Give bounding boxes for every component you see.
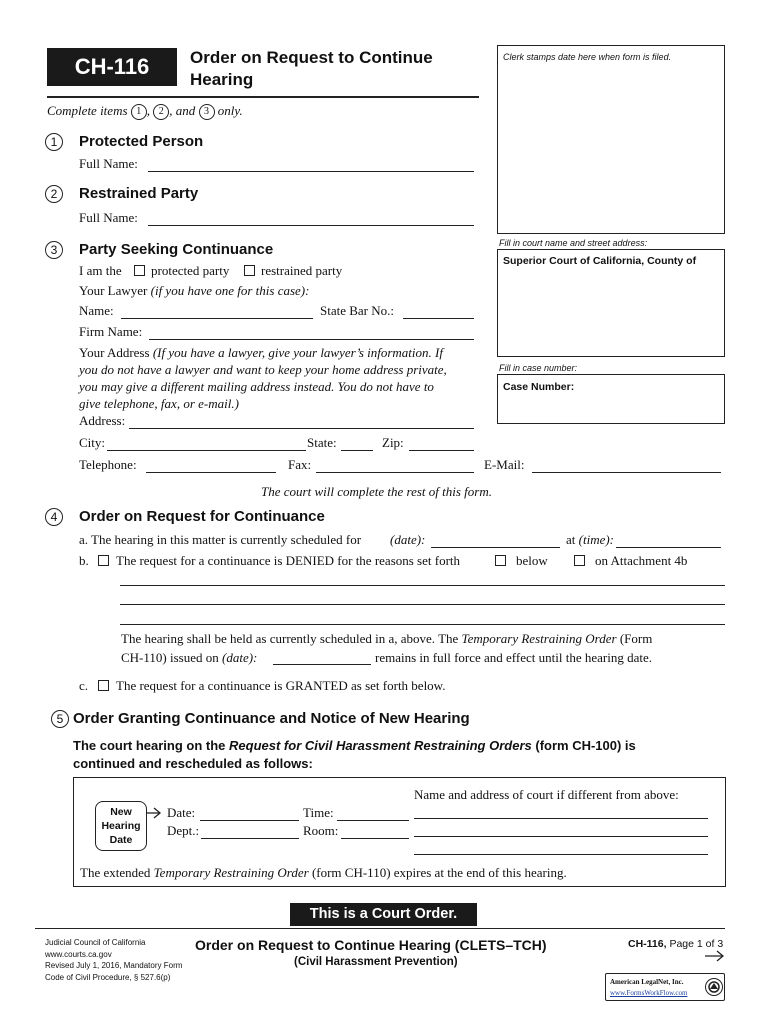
hearing-held-text-1: The hearing shall be held as currently scheduled in a, above. The Temporary Restraining Order (Form: [121, 631, 653, 646]
email-label: E-Mail:: [484, 457, 525, 472]
granted-checkbox[interactable]: [98, 680, 109, 691]
section-2-title: Restrained Party: [79, 185, 199, 202]
zip-field[interactable]: [409, 450, 474, 451]
new-time-label: Time:: [303, 805, 334, 820]
court-address-line-2[interactable]: [414, 836, 708, 837]
court-name-box[interactable]: Superior Court of California, County of: [497, 249, 725, 357]
section-1-number: 1: [45, 133, 63, 151]
protected-party-checkbox[interactable]: [134, 265, 145, 276]
fax-field[interactable]: [316, 472, 474, 473]
protected-party-label: protected party: [151, 263, 230, 278]
court-order-banner: This is a Court Order.: [290, 903, 477, 926]
court-address-line-1[interactable]: [414, 818, 708, 819]
court-box-caption: Fill in court name and street address:: [499, 238, 648, 248]
hearing-held-text-2b: remains in full force and effect until the hearing date.: [375, 650, 652, 665]
american-legalnet-box[interactable]: American LegalNet, Inc. www.FormsWorkFlow.com: [605, 973, 725, 1001]
telephone-field[interactable]: [146, 472, 276, 473]
instructions: Complete items 1 , 2 , and 3 only.: [47, 103, 243, 118]
attachment-4b-checkbox[interactable]: [574, 555, 585, 566]
footer-title: Order on Request to Continue Hearing (CLETS–TCH): [195, 937, 547, 953]
item-3-marker: 3: [199, 104, 215, 120]
court-address-line-3[interactable]: [414, 854, 708, 855]
tro-expires-text: The extended Temporary Restraining Order (form CH-110) expires at the end of this hearing.: [80, 865, 567, 880]
item-4b-text: The request for a continuance is DENIED for the reasons set forth: [116, 553, 461, 568]
footer-rule: [35, 928, 725, 929]
attachment-4b-label: on Attachment 4b: [595, 553, 688, 568]
court-completes-note: The court will complete the rest of this form.: [261, 484, 492, 499]
protected-name-label: Full Name:: [79, 156, 138, 171]
item-4a-time-field[interactable]: [616, 547, 721, 548]
item-4c-text: The request for a continuance is GRANTED as set forth below.: [116, 678, 446, 693]
reasons-below-label: below: [516, 553, 548, 568]
denial-reason-line-2[interactable]: [120, 604, 725, 605]
address-label: Address:: [79, 413, 126, 428]
i-am-the-label: I am the: [79, 263, 122, 278]
new-dept-field[interactable]: [201, 838, 299, 839]
state-bar-label: State Bar No.:: [320, 303, 395, 318]
lawyer-label: Your Lawyer (if you have one for this case):: [79, 283, 310, 298]
hearing-held-text-2a: CH-110) issued on (date):: [121, 650, 258, 665]
item-4a-date-label: (date):: [390, 532, 426, 547]
new-dept-label: Dept.:: [167, 823, 200, 838]
section-2-number: 2: [45, 185, 63, 203]
address-note: Your Address (If you have a lawyer, give your lawyer’s information. If you do not have a lawyer and want to keep your home address private, you may give a different mailing address instead. You do not have to give telephone, fax, or e-mail.): [79, 345, 447, 411]
new-room-field[interactable]: [341, 838, 409, 839]
section-5-title: Order Granting Continuance and Notice of New Hearing: [73, 710, 470, 727]
reasons-below-checkbox[interactable]: [495, 555, 506, 566]
restrained-name-field[interactable]: [148, 225, 474, 226]
section-5-number: 5: [51, 710, 69, 728]
email-field[interactable]: [532, 472, 721, 473]
item-4a-at: at (time):: [566, 532, 615, 547]
address-field[interactable]: [129, 428, 474, 429]
form-code-badge: [47, 48, 177, 86]
city-field[interactable]: [107, 450, 306, 451]
case-number-box[interactable]: Case Number:: [497, 374, 725, 424]
tro-issued-date-field[interactable]: [273, 664, 371, 665]
lawyer-name-label: Name:: [79, 303, 114, 318]
footer-subtitle: (Civil Harassment Prevention): [294, 956, 458, 968]
protected-name-field[interactable]: [148, 171, 474, 172]
section-3-number: 3: [45, 241, 63, 259]
clerk-stamp-box: Clerk stamps date here when form is filed.: [497, 45, 725, 234]
case-box-caption: Fill in case number:: [499, 363, 578, 373]
state-bar-field[interactable]: [403, 318, 474, 319]
item-4a-text: a. The hearing in this matter is currently scheduled for: [79, 532, 362, 547]
new-hearing-intro: The court hearing on the Request for Civil Harassment Restraining Orders (form CH-100) is continued and rescheduled as follows:: [73, 738, 636, 771]
arrow-right-icon: [146, 807, 162, 819]
denial-reason-line-1[interactable]: [120, 585, 725, 586]
item-4a-date-field[interactable]: [431, 547, 560, 548]
firm-name-field[interactable]: [149, 339, 474, 340]
section-3-title: Party Seeking Continuance: [79, 241, 274, 258]
section-1-title: Protected Person: [79, 133, 204, 150]
state-label: State:: [307, 435, 337, 450]
telephone-label: Telephone:: [79, 457, 137, 472]
footer-left: Judicial Council of California www.courts.ca.gov Revised July 1, 2016, Mandatory Form Code of Civil Procedure, § 527.6(p): [45, 938, 183, 982]
legalnet-logo-icon: [704, 977, 724, 997]
item-1-marker: 1: [131, 104, 147, 120]
item-4c-label: c.: [79, 678, 89, 693]
legalnet-link[interactable]: www.FormsWorkFlow.com: [610, 989, 688, 997]
restrained-party-checkbox[interactable]: [244, 265, 255, 276]
section-4-number: 4: [45, 508, 63, 526]
next-page-arrow-icon: [705, 950, 725, 962]
city-label: City:: [79, 435, 106, 450]
fax-label: Fax:: [288, 457, 312, 472]
new-hearing-date-badge: New Hearing Date: [95, 801, 147, 851]
lawyer-name-field[interactable]: [121, 318, 313, 319]
header-rule: [47, 96, 479, 98]
zip-label: Zip:: [382, 435, 404, 450]
new-date-label: Date:: [167, 805, 196, 820]
court-address-label: Name and address of court if different from above:: [414, 787, 679, 802]
new-room-label: Room:: [303, 823, 339, 838]
denied-checkbox[interactable]: [98, 555, 109, 566]
item-2-marker: 2: [153, 104, 169, 120]
denial-reason-line-3[interactable]: [120, 624, 725, 625]
item-4b-label: b.: [79, 553, 89, 568]
form-code: CH-116: [74, 54, 150, 79]
state-field[interactable]: [341, 450, 373, 451]
new-time-field[interactable]: [337, 820, 409, 821]
new-date-field[interactable]: [200, 820, 299, 821]
restrained-name-label: Full Name:: [79, 210, 138, 225]
footer-page-ref: CH-116, Page 1 of 3: [628, 938, 724, 950]
form-title: Order on Request to Continue Hearing: [190, 48, 433, 89]
section-4-title: Order on Request for Continuance: [79, 508, 325, 525]
firm-name-label: Firm Name:: [79, 324, 143, 339]
restrained-party-label: restrained party: [261, 263, 343, 278]
